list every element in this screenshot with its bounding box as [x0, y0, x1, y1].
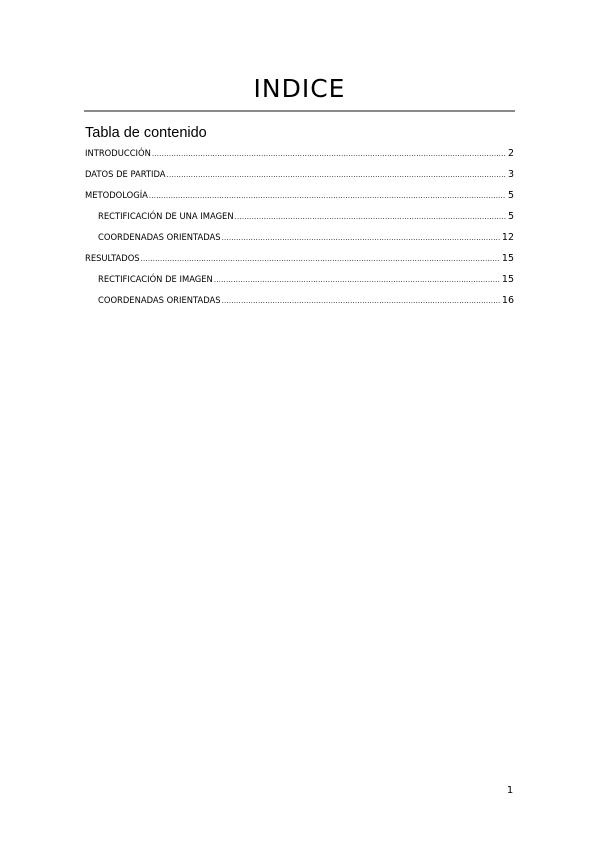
title-divider	[84, 110, 515, 112]
toc-entry-page: 2	[507, 148, 514, 159]
toc-entry[interactable]	[85, 250, 514, 271]
toc-entry[interactable]	[85, 208, 514, 229]
toc-entry-label: RECTIFICACIÓN DE UNA IMAGEN	[98, 211, 234, 221]
toc-leader-dots	[235, 209, 506, 225]
toc-leader-dots	[149, 188, 506, 204]
toc-leader-dots	[222, 293, 500, 309]
toc-entry-page: 5	[507, 211, 514, 222]
toc-entry[interactable]	[85, 166, 514, 187]
toc-entry-page: 3	[507, 169, 514, 180]
toc-entry[interactable]	[85, 229, 514, 250]
table-of-contents	[85, 145, 514, 313]
toc-entry-label: INTRODUCCIÓN	[85, 148, 151, 158]
toc-entry-page: 16	[501, 295, 514, 306]
toc-entry-label: METODOLOGÍA	[85, 190, 148, 200]
toc-entry-page: 15	[501, 253, 514, 264]
toc-entry[interactable]	[85, 187, 514, 208]
toc-leader-dots	[222, 230, 500, 246]
toc-entry-label: COORDENADAS ORIENTADAS	[98, 232, 221, 242]
toc-entry-page: 15	[501, 274, 514, 285]
toc-leader-dots	[152, 146, 506, 162]
page-title: INDICE	[253, 74, 346, 103]
page-number: 1	[506, 785, 514, 796]
toc-entry-page: 12	[501, 232, 514, 243]
toc-leader-dots	[167, 167, 506, 183]
toc-entry-label: COORDENADAS ORIENTADAS	[98, 295, 221, 305]
toc-entry[interactable]	[85, 271, 514, 292]
toc-leader-dots	[141, 251, 500, 267]
toc-entry-label: DATOS DE PARTIDA	[85, 169, 166, 179]
toc-entry[interactable]	[85, 145, 514, 166]
toc-entry-label: RESULTADOS	[85, 253, 140, 263]
toc-entry-label: RECTIFICACIÓN DE IMAGEN	[98, 274, 213, 284]
toc-entry-page: 5	[507, 190, 514, 201]
toc-heading: Tabla de contenido	[85, 125, 207, 141]
toc-leader-dots	[214, 272, 500, 288]
toc-entry[interactable]	[85, 292, 514, 313]
